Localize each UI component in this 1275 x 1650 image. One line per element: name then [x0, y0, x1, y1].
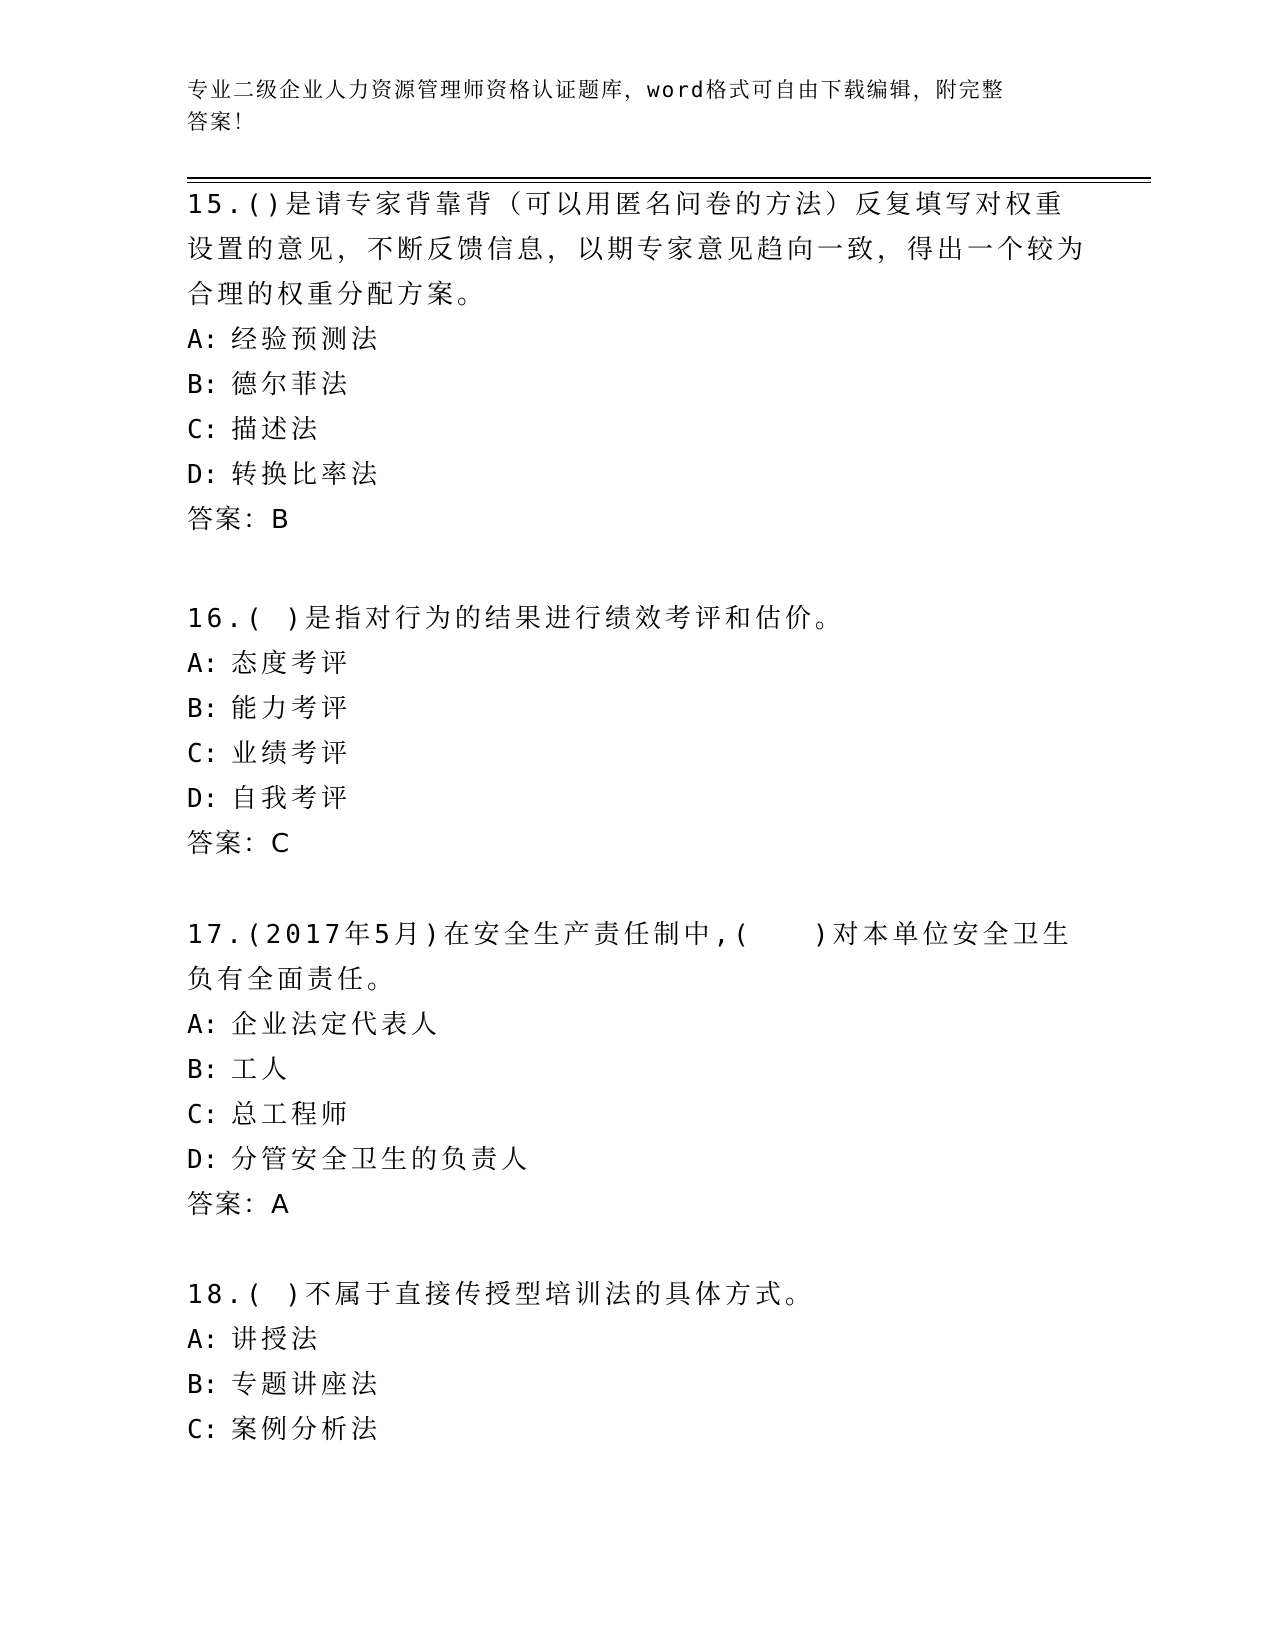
answer-label: 答案：A: [187, 1190, 291, 1220]
document-header: [187, 74, 1067, 138]
header-title-line-1: 专业二级企业人力资源管理师资格认证题库，word格式可自由下载编辑，附完整: [187, 78, 1005, 102]
question-text: 17.(2017年5月)在安全生产责任制中,( )对本单位安全卫生负有全面责任。: [187, 920, 1073, 995]
option-letter: B:: [187, 694, 219, 724]
option-a: [187, 318, 1087, 363]
option-letter: A:: [187, 1325, 219, 1355]
option-letter: B:: [187, 1370, 219, 1400]
option-letter: D:: [187, 1145, 219, 1175]
option-text: 专题讲座法: [231, 1370, 382, 1400]
option-text: 总工程师: [231, 1100, 352, 1130]
option-letter: B:: [187, 370, 219, 400]
option-d: [187, 777, 1087, 822]
option-letter: C:: [187, 1100, 219, 1130]
option-letter: A:: [187, 649, 219, 679]
option-text: 业绩考评: [231, 739, 352, 769]
option-text: 工人: [231, 1055, 292, 1085]
option-text: 描述法: [231, 415, 322, 445]
option-text: 讲授法: [231, 1325, 322, 1355]
option-c: [187, 1093, 1087, 1138]
answer-label: 答案：C: [187, 829, 292, 859]
option-b: [187, 363, 1087, 408]
question-text: 18.( )不属于直接传授型培训法的具体方式。: [187, 1280, 815, 1310]
answer-label: 答案：B: [187, 505, 291, 535]
option-letter: D:: [187, 784, 219, 814]
option-letter: A:: [187, 325, 219, 355]
question-17: [187, 913, 1087, 1228]
option-b: [187, 1048, 1087, 1093]
option-text: 自我考评: [231, 784, 352, 814]
option-text: 德尔菲法: [231, 370, 352, 400]
header-title-line-2: 答案！: [187, 110, 256, 134]
question-text: 16.( )是指对行为的结果进行绩效考评和估价。: [187, 604, 845, 634]
question-18: [187, 1273, 1087, 1453]
option-d: [187, 453, 1087, 498]
option-c: [187, 732, 1087, 777]
option-a: [187, 642, 1087, 687]
option-letter: B:: [187, 1055, 219, 1085]
option-text: 分管安全卫生的负责人: [231, 1145, 532, 1175]
option-text: 能力考评: [231, 694, 352, 724]
option-letter: C:: [187, 415, 219, 445]
option-letter: C:: [187, 1415, 219, 1445]
option-text: 态度考评: [231, 649, 352, 679]
option-b: [187, 687, 1087, 732]
option-letter: A:: [187, 1010, 219, 1040]
option-a: [187, 1003, 1087, 1048]
option-text: 经验预测法: [231, 325, 382, 355]
question-16: [187, 597, 1087, 867]
option-c: [187, 1408, 1087, 1453]
option-a: [187, 1318, 1087, 1363]
option-text: 转换比率法: [231, 460, 382, 490]
question-15: [187, 183, 1087, 543]
option-c: [187, 408, 1087, 453]
question-text: 15.()是请专家背靠背（可以用匿名问卷的方法）反复填写对权重设置的意见，不断反馈信息，以期专家意见趋向一致，得出一个较为合理的权重分配方案。: [187, 190, 1088, 310]
option-d: [187, 1138, 1087, 1183]
option-letter: C:: [187, 739, 219, 769]
header-divider-thick: [187, 177, 1151, 179]
option-text: 企业法定代表人: [231, 1010, 442, 1040]
option-letter: D:: [187, 460, 219, 490]
option-b: [187, 1363, 1087, 1408]
option-text: 案例分析法: [231, 1415, 382, 1445]
